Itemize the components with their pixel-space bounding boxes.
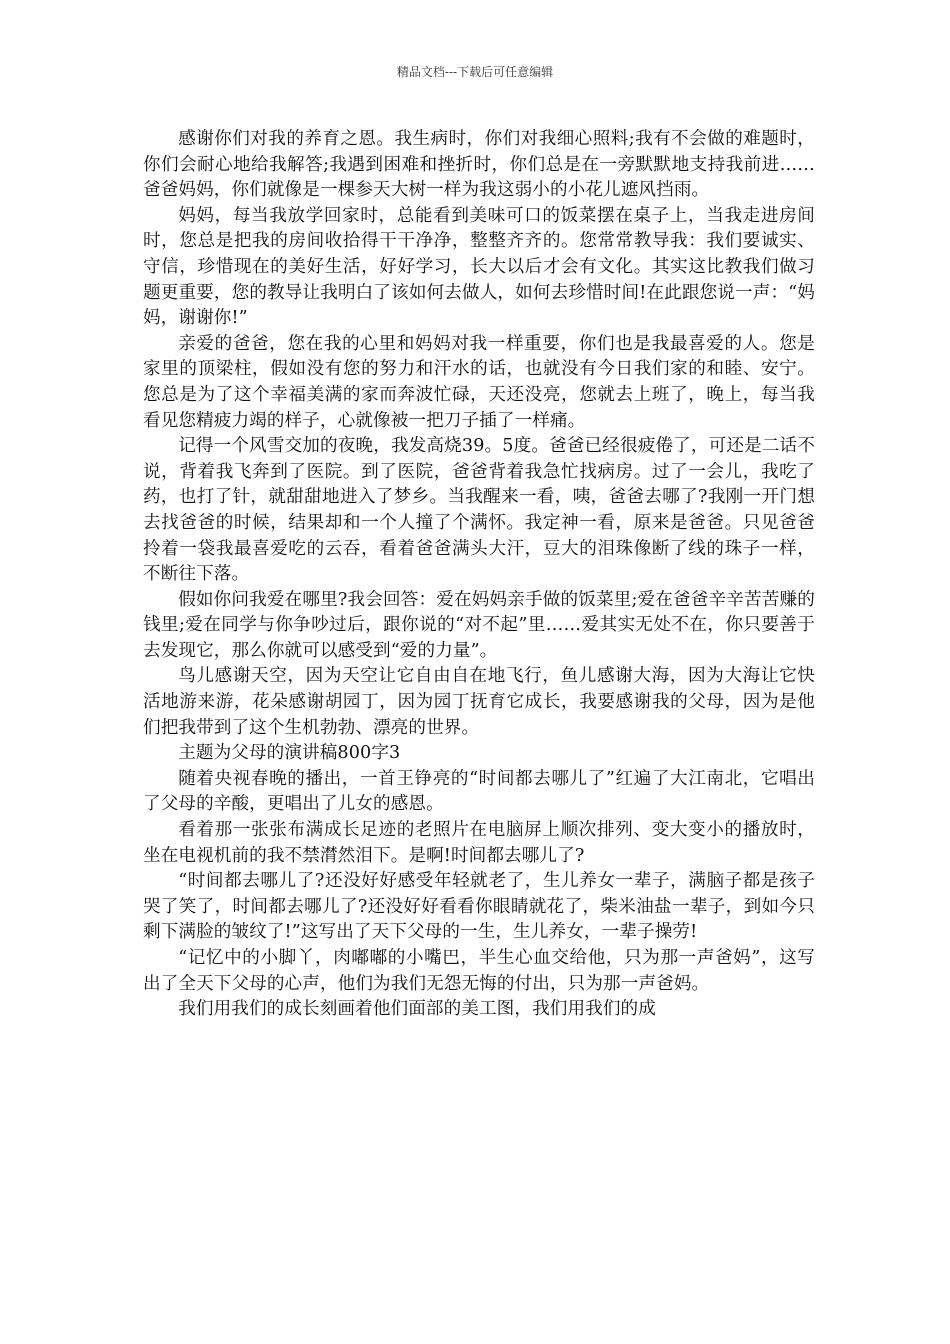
paragraph-song-lyrics-1: “时间都去哪儿了?还没好好感受年轻就老了，生儿养女一辈子，满脑子都是孩子哭了笑了，时间都去哪儿了?还没好好看看你眼睛就花了，柴米油盐一辈子，到如今只剩下满脸的皱纹了!”这写出了天下父母的一生，生儿养女，一辈子操劳! [143, 871, 815, 943]
document-body [143, 127, 815, 1023]
paragraph-snowy-night: 记得一个风雪交加的夜晚，我发高烧39。5度。爸爸已经很疲倦了，可还是二话不说，背着我飞奔到了医院。到了医院，爸爸背着我急忙找病房。过了一会儿，我吃了药，也打了针，就甜甜地进入了梦乡。当我醒来一看，咦，爸爸去哪了?我刚一开门想去找爸爸的时候，结果却和一个人撞了个满怀。我定神一看，原来是爸爸。只见爸爸拎着一袋我最喜爱吃的云吞，看着爸爸满头大汗，豆大的泪珠像断了线的珠子一样，不断往下落。 [143, 436, 815, 585]
paragraph-old-photos: 看着那一张张布满成长足迹的老照片在电脑屏上顺次排列、变大变小的播放时，坐在电视机前的我不禁潸然泪下。是啊!时间都去哪儿了? [143, 820, 815, 866]
paragraph-growth: 我们用我们的成长刻画着他们面部的美工图，我们用我们的成 [178, 999, 656, 1020]
section-heading: 主题为父母的演讲稿800字3 [178, 743, 401, 764]
paragraph-gratitude-intro: 感谢你们对我的养育之恩。我生病时，你们对我细心照料;我有不会做的难题时，你们会耐心地给我解答;我遇到困难和挫折时，你们总是在一旁默默地支持我前进……爸爸妈妈，你们就像是一棵参天大树一样为我这弱小的小花儿遮风挡雨。 [143, 129, 815, 201]
paragraph-where-is-love: 假如你问我爱在哪里?我会回答：爱在妈妈亲手做的饭菜里;爱在爸爸辛辛苦苦赚的钱里;爱在同学与你争吵过后，跟你说的“对不起”里……爱其实无处不在，你只要善于去发现它，那么你就可以感受到“爱的力量”。 [143, 589, 815, 661]
paragraph-spring-gala: 随着央视春晚的播出，一首王铮亮的“时间都去哪儿了”红遍了大江南北，它唱出了父母的辛酸，更唱出了儿女的感恩。 [143, 768, 815, 815]
paragraph-birds-thank-sky: 鸟儿感谢天空，因为天空让它自由自在地飞行，鱼儿感谢大海，因为大海让它快活地游来游，花朵感谢胡园丁，因为园丁抚育它成长，我要感谢我的父母，因为是他们把我带到了这个生机勃勃、漂亮的世界。 [143, 666, 815, 738]
paragraph-father: 亲爱的爸爸，您在我的心里和妈妈对我一样重要，你们也是我最喜爱的人。您是家里的顶梁柱，假如没有您的努力和汗水的话，也就没有今日我们家的和睦、安宁。您总是为了这个幸福美满的家而奔波忙碌，天还没亮，您就去上班了，晚上，每当我看见您精疲力竭的样子，心就像被一把刀子插了一样痛。 [143, 333, 815, 431]
paragraph-mother: 妈妈，每当我放学回家时，总能看到美味可口的饭菜摆在桌子上，当我走进房间时，您总是把我的房间收拾得干干净净，整整齐齐的。您常常教导我：我们要诚实、守信，珍惜现在的美好生活，好好学习，长大以后才会有文化。其实这比教我们做习题更重要，您的教导让我明白了该如何去做人，如何去珍惜时间!在此跟您说一声：“妈妈，谢谢你!” [143, 205, 815, 329]
paragraph-song-lyrics-2: “记忆中的小脚丫，肉嘟嘟的小嘴巴，半生心血交给他，只为那一声爸妈”，这写出了全天下父母的心声，他们为我们无怨无悔的付出，只为那一声爸妈。 [143, 948, 815, 994]
page-header: 精品文档---下载后可任意编辑 [396, 65, 554, 79]
